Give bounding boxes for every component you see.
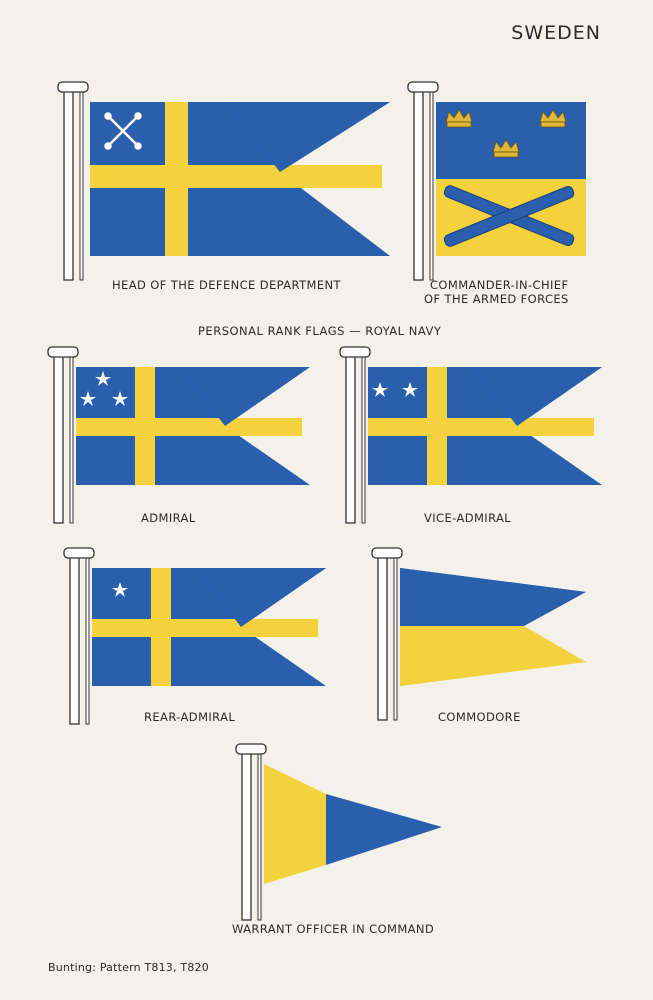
flag-commodore <box>364 546 604 726</box>
flag-admiral <box>40 345 340 525</box>
caption-rear-admiral: REAR-ADMIRAL <box>144 710 236 724</box>
flag-vice-admiral <box>332 345 632 525</box>
flag-rear-admiral <box>56 546 356 726</box>
caption-warrant-officer: WARRANT OFFICER IN COMMAND <box>232 922 435 936</box>
caption-commander-in-chief-line1: COMMANDER-IN-CHIEF <box>430 278 569 292</box>
caption-admiral: ADMIRAL <box>141 511 196 525</box>
caption-commodore: COMMODORE <box>438 710 521 724</box>
page-title: SWEDEN <box>511 22 601 44</box>
caption-vice-admiral: VICE-ADMIRAL <box>424 511 512 525</box>
footer-note: Bunting: Pattern T813, T820 <box>48 961 209 974</box>
section-heading: PERSONAL RANK FLAGS — ROYAL NAVY <box>198 324 442 338</box>
flag-head-defence <box>50 80 450 280</box>
flag-warrant-officer <box>228 742 458 922</box>
flag-commander-in-chief <box>400 80 590 280</box>
caption-head-defence: HEAD OF THE DEFENCE DEPARTMENT <box>112 278 341 292</box>
caption-commander-in-chief-line2: OF THE ARMED FORCES <box>424 292 569 306</box>
